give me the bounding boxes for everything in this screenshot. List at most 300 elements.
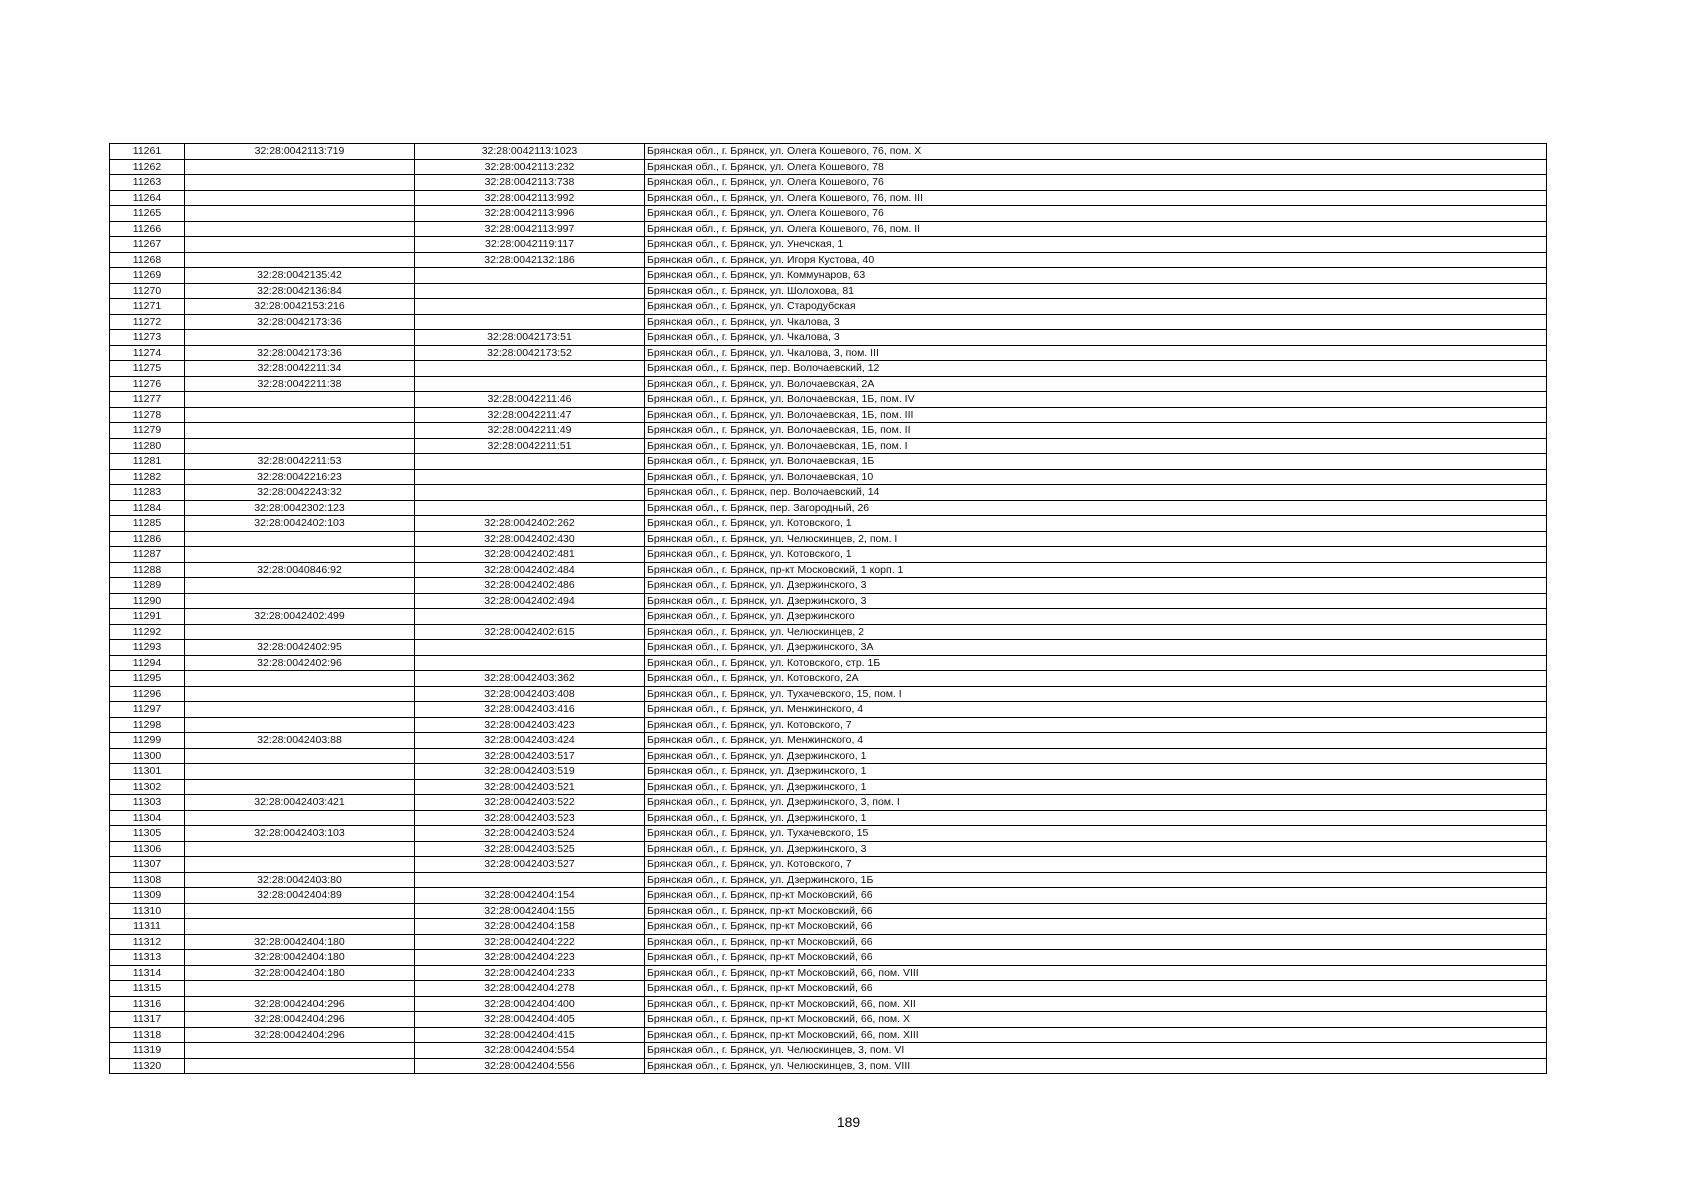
address-cell: Брянская обл., г. Брянск, ул. Котовского, 1: [645, 516, 1547, 532]
address-cell: Брянская обл., г. Брянск, пр-кт Московский, 66, пом. XIII: [645, 1027, 1547, 1043]
row-number-cell: 11285: [110, 516, 185, 532]
table-row: [110, 779, 1547, 795]
row-number-cell: 11295: [110, 671, 185, 687]
address-cell: Брянская обл., г. Брянск, ул. Дзержинского, 3: [645, 593, 1547, 609]
row-number-cell: 11276: [110, 376, 185, 392]
cadastral-number-cell: 32:28:0042404:296: [185, 1027, 415, 1043]
row-number-cell: 11266: [110, 221, 185, 237]
premises-cadastral-number-cell: 32:28:0042113:992: [415, 190, 645, 206]
table-row: [110, 376, 1547, 392]
cadastral-number-cell: 32:28:0042403:421: [185, 795, 415, 811]
address-cell: Брянская обл., г. Брянск, пер. Волочаевский, 12: [645, 361, 1547, 377]
premises-cadastral-number-cell: 32:28:0042403:521: [415, 779, 645, 795]
address-cell: Брянская обл., г. Брянск, пр-кт Московский, 66: [645, 934, 1547, 950]
row-number-cell: 11314: [110, 965, 185, 981]
address-cell: Брянская обл., г. Брянск, пр-кт Московский, 66, пом. VIII: [645, 965, 1547, 981]
premises-cadastral-number-cell: 32:28:0042404:158: [415, 919, 645, 935]
premises-cadastral-number-cell: 32:28:0042402:262: [415, 516, 645, 532]
premises-cadastral-number-cell: 32:28:0042113:997: [415, 221, 645, 237]
premises-cadastral-number-cell: [415, 376, 645, 392]
premises-cadastral-number-cell: 32:28:0042113:1023: [415, 144, 645, 160]
cadastral-number-cell: [185, 407, 415, 423]
cadastral-number-cell: [185, 919, 415, 935]
premises-cadastral-number-cell: 32:28:0042404:155: [415, 903, 645, 919]
cadastral-number-cell: 32:28:0042211:53: [185, 454, 415, 470]
row-number-cell: 11309: [110, 888, 185, 904]
row-number-cell: 11278: [110, 407, 185, 423]
table-row: [110, 888, 1547, 904]
premises-cadastral-number-cell: 32:28:0042132:186: [415, 252, 645, 268]
premises-cadastral-number-cell: 32:28:0042403:416: [415, 702, 645, 718]
table-row: [110, 144, 1547, 160]
table-row: [110, 1043, 1547, 1059]
row-number-cell: 11311: [110, 919, 185, 935]
premises-cadastral-number-cell: [415, 469, 645, 485]
row-number-cell: 11279: [110, 423, 185, 439]
address-cell: Брянская обл., г. Брянск, ул. Дзержинского, 1: [645, 764, 1547, 780]
address-cell: Брянская обл., г. Брянск, ул. Котовского, 7: [645, 857, 1547, 873]
cadastral-number-cell: [185, 810, 415, 826]
row-number-cell: 11267: [110, 237, 185, 253]
row-number-cell: 11304: [110, 810, 185, 826]
row-number-cell: 11292: [110, 624, 185, 640]
table-row: [110, 826, 1547, 842]
address-cell: Брянская обл., г. Брянск, пр-кт Московский, 66: [645, 888, 1547, 904]
cadastral-number-cell: [185, 252, 415, 268]
cadastral-number-cell: 32:28:0042243:32: [185, 485, 415, 501]
table-row: [110, 748, 1547, 764]
premises-cadastral-number-cell: 32:28:0042402:430: [415, 531, 645, 547]
cadastral-number-cell: [185, 1043, 415, 1059]
table-row: [110, 795, 1547, 811]
table-row: [110, 190, 1547, 206]
address-cell: Брянская обл., г. Брянск, ул. Олега Кошевого, 76, пом. III: [645, 190, 1547, 206]
table-row: [110, 903, 1547, 919]
address-cell: Брянская обл., г. Брянск, ул. Котовского, 2А: [645, 671, 1547, 687]
premises-cadastral-number-cell: [415, 640, 645, 656]
premises-cadastral-number-cell: 32:28:0042403:517: [415, 748, 645, 764]
row-number-cell: 11274: [110, 345, 185, 361]
premises-cadastral-number-cell: 32:28:0042403:525: [415, 841, 645, 857]
address-cell: Брянская обл., г. Брянск, пр-кт Московский, 66: [645, 950, 1547, 966]
row-number-cell: 11281: [110, 454, 185, 470]
table-row: [110, 500, 1547, 516]
row-number-cell: 11317: [110, 1012, 185, 1028]
premises-cadastral-number-cell: [415, 655, 645, 671]
address-cell: Брянская обл., г. Брянск, ул. Челюскинцев, 2: [645, 624, 1547, 640]
cadastral-number-cell: 32:28:0042404:296: [185, 1012, 415, 1028]
premises-cadastral-number-cell: 32:28:0042403:408: [415, 686, 645, 702]
address-cell: Брянская обл., г. Брянск, ул. Олега Кошевого, 76, пом. X: [645, 144, 1547, 160]
table-row: [110, 717, 1547, 733]
cadastral-number-cell: 32:28:0042216:23: [185, 469, 415, 485]
premises-cadastral-number-cell: 32:28:0042404:415: [415, 1027, 645, 1043]
row-number-cell: 11272: [110, 314, 185, 330]
premises-cadastral-number-cell: [415, 299, 645, 315]
address-cell: Брянская обл., г. Брянск, ул. Челюскинцев, 3, пом. VIII: [645, 1058, 1547, 1074]
address-cell: Брянская обл., г. Брянск, ул. Дзержинского, 3А: [645, 640, 1547, 656]
premises-cadastral-number-cell: 32:28:0042402:486: [415, 578, 645, 594]
table-row: [110, 237, 1547, 253]
table-row: [110, 299, 1547, 315]
address-cell: Брянская обл., г. Брянск, ул. Дзержинского, 3: [645, 578, 1547, 594]
cadastral-number-cell: [185, 159, 415, 175]
row-number-cell: 11290: [110, 593, 185, 609]
cadastral-number-cell: [185, 547, 415, 563]
table-row: [110, 810, 1547, 826]
table-row: [110, 671, 1547, 687]
cadastral-number-cell: 32:28:0042403:80: [185, 872, 415, 888]
table-row: [110, 965, 1547, 981]
address-cell: Брянская обл., г. Брянск, ул. Дзержинского, 3: [645, 841, 1547, 857]
address-cell: Брянская обл., г. Брянск, ул. Челюскинцев, 2, пом. I: [645, 531, 1547, 547]
premises-cadastral-number-cell: 32:28:0042403:524: [415, 826, 645, 842]
cadastral-number-cell: 32:28:0042153:216: [185, 299, 415, 315]
row-number-cell: 11303: [110, 795, 185, 811]
cadastral-number-cell: 32:28:0042404:180: [185, 950, 415, 966]
row-number-cell: 11269: [110, 268, 185, 284]
premises-cadastral-number-cell: 32:28:0042403:362: [415, 671, 645, 687]
row-number-cell: 11271: [110, 299, 185, 315]
address-cell: Брянская обл., г. Брянск, пр-кт Московский, 66: [645, 919, 1547, 935]
address-cell: Брянская обл., г. Брянск, ул. Дзержинского, 1: [645, 748, 1547, 764]
table-row: [110, 919, 1547, 935]
table-row: [110, 345, 1547, 361]
address-cell: Брянская обл., г. Брянск, пр-кт Московский, 66: [645, 981, 1547, 997]
address-cell: Брянская обл., г. Брянск, пр-кт Московский, 1 корп. 1: [645, 562, 1547, 578]
table-row: [110, 996, 1547, 1012]
row-number-cell: 11284: [110, 500, 185, 516]
premises-cadastral-number-cell: 32:28:0042402:484: [415, 562, 645, 578]
premises-cadastral-number-cell: 32:28:0042403:527: [415, 857, 645, 873]
table-row: [110, 392, 1547, 408]
table-row: [110, 283, 1547, 299]
address-cell: Брянская обл., г. Брянск, ул. Волочаевская, 1Б, пом. II: [645, 423, 1547, 439]
cadastral-number-cell: [185, 392, 415, 408]
row-number-cell: 11289: [110, 578, 185, 594]
cadastral-number-cell: [185, 857, 415, 873]
address-cell: Брянская обл., г. Брянск, ул. Челюскинцев, 3, пом. VI: [645, 1043, 1547, 1059]
address-cell: Брянская обл., г. Брянск, ул. Дзержинского, 1: [645, 810, 1547, 826]
table-row: [110, 857, 1547, 873]
address-cell: Брянская обл., г. Брянск, ул. Игоря Кустова, 40: [645, 252, 1547, 268]
premises-cadastral-number-cell: 32:28:0042404:154: [415, 888, 645, 904]
table-row: [110, 547, 1547, 563]
cadastral-number-cell: [185, 981, 415, 997]
cadastral-number-cell: [185, 702, 415, 718]
address-cell: Брянская обл., г. Брянск, ул. Олега Кошевого, 76: [645, 175, 1547, 191]
table-row: [110, 221, 1547, 237]
table-row: [110, 609, 1547, 625]
row-number-cell: 11300: [110, 748, 185, 764]
address-cell: Брянская обл., г. Брянск, ул. Тухачевского, 15, пом. I: [645, 686, 1547, 702]
table-row: [110, 361, 1547, 377]
table-row: [110, 407, 1547, 423]
row-number-cell: 11262: [110, 159, 185, 175]
table-row: [110, 516, 1547, 532]
row-number-cell: 11265: [110, 206, 185, 222]
cadastral-number-cell: 32:28:0042211:38: [185, 376, 415, 392]
premises-cadastral-number-cell: 32:28:0042404:278: [415, 981, 645, 997]
cadastral-number-cell: [185, 237, 415, 253]
table-row: [110, 1058, 1547, 1074]
address-cell: Брянская обл., г. Брянск, пр-кт Московский, 66, пом. X: [645, 1012, 1547, 1028]
cadastral-number-cell: [185, 671, 415, 687]
row-number-cell: 11301: [110, 764, 185, 780]
address-cell: Брянская обл., г. Брянск, ул. Волочаевская, 1Б, пом. IV: [645, 392, 1547, 408]
cadastral-number-cell: 32:28:0042404:180: [185, 934, 415, 950]
cadastral-number-cell: 32:28:0042302:123: [185, 500, 415, 516]
address-cell: Брянская обл., г. Брянск, ул. Волочаевская, 1Б, пом. I: [645, 438, 1547, 454]
cadastral-number-cell: [185, 764, 415, 780]
address-cell: Брянская обл., г. Брянск, ул. Дзержинского, 3, пом. I: [645, 795, 1547, 811]
cadastral-number-cell: [185, 175, 415, 191]
address-cell: Брянская обл., г. Брянск, ул. Котовского, 1: [645, 547, 1547, 563]
address-cell: Брянская обл., г. Брянск, ул. Дзержинского, 1Б: [645, 872, 1547, 888]
row-number-cell: 11264: [110, 190, 185, 206]
table-row: [110, 206, 1547, 222]
table-row: [110, 469, 1547, 485]
address-cell: Брянская обл., г. Брянск, ул. Дзержинского, 1: [645, 779, 1547, 795]
cadastral-number-cell: [185, 686, 415, 702]
row-number-cell: 11283: [110, 485, 185, 501]
premises-cadastral-number-cell: [415, 485, 645, 501]
table-row: [110, 950, 1547, 966]
row-number-cell: 11261: [110, 144, 185, 160]
premises-cadastral-number-cell: 32:28:0042403:519: [415, 764, 645, 780]
premises-cadastral-number-cell: [415, 314, 645, 330]
address-cell: Брянская обл., г. Брянск, ул. Менжинского, 4: [645, 733, 1547, 749]
premises-cadastral-number-cell: 32:28:0042211:51: [415, 438, 645, 454]
cadastral-number-cell: 32:28:0042211:34: [185, 361, 415, 377]
table-row: [110, 841, 1547, 857]
address-cell: Брянская обл., г. Брянск, ул. Волочаевская, 1Б, пом. III: [645, 407, 1547, 423]
row-number-cell: 11299: [110, 733, 185, 749]
row-number-cell: 11310: [110, 903, 185, 919]
table-row: [110, 872, 1547, 888]
address-cell: Брянская обл., г. Брянск, ул. Чкалова, 3, пом. III: [645, 345, 1547, 361]
premises-cadastral-number-cell: [415, 361, 645, 377]
table-row: [110, 531, 1547, 547]
table-row: [110, 1012, 1547, 1028]
table-row: [110, 655, 1547, 671]
row-number-cell: 11291: [110, 609, 185, 625]
row-number-cell: 11275: [110, 361, 185, 377]
table-row: [110, 624, 1547, 640]
premises-cadastral-number-cell: 32:28:0042404:400: [415, 996, 645, 1012]
premises-cadastral-number-cell: 32:28:0042211:46: [415, 392, 645, 408]
cadastral-number-cell: [185, 903, 415, 919]
premises-cadastral-number-cell: 32:28:0042113:996: [415, 206, 645, 222]
table-row: [110, 485, 1547, 501]
table-row: [110, 268, 1547, 284]
address-cell: Брянская обл., г. Брянск, ул. Олега Кошевого, 78: [645, 159, 1547, 175]
cadastral-number-cell: [185, 221, 415, 237]
row-number-cell: 11308: [110, 872, 185, 888]
row-number-cell: 11302: [110, 779, 185, 795]
address-cell: Брянская обл., г. Брянск, ул. Унечская, 1: [645, 237, 1547, 253]
address-cell: Брянская обл., г. Брянск, ул. Менжинского, 4: [645, 702, 1547, 718]
premises-cadastral-number-cell: [415, 283, 645, 299]
premises-cadastral-number-cell: 32:28:0042403:423: [415, 717, 645, 733]
cadastral-number-cell: [185, 779, 415, 795]
row-number-cell: 11305: [110, 826, 185, 842]
premises-cadastral-number-cell: 32:28:0042404:405: [415, 1012, 645, 1028]
address-cell: Брянская обл., г. Брянск, ул. Дзержинского: [645, 609, 1547, 625]
premises-cadastral-number-cell: [415, 872, 645, 888]
cadastral-number-cell: 32:28:0042403:88: [185, 733, 415, 749]
cadastral-number-cell: [185, 531, 415, 547]
premises-cadastral-number-cell: 32:28:0042404:233: [415, 965, 645, 981]
premises-cadastral-number-cell: 32:28:0042404:223: [415, 950, 645, 966]
cadastral-number-cell: 32:28:0042404:296: [185, 996, 415, 1012]
cadastral-number-cell: 32:28:0042403:103: [185, 826, 415, 842]
premises-cadastral-number-cell: [415, 454, 645, 470]
cadastral-number-cell: 32:28:0042135:42: [185, 268, 415, 284]
table-row: [110, 252, 1547, 268]
address-cell: Брянская обл., г. Брянск, ул. Тухачевского, 15: [645, 826, 1547, 842]
row-number-cell: 11270: [110, 283, 185, 299]
row-number-cell: 11294: [110, 655, 185, 671]
premises-cadastral-number-cell: 32:28:0042403:522: [415, 795, 645, 811]
premises-cadastral-number-cell: 32:28:0042173:52: [415, 345, 645, 361]
cadastral-number-cell: [185, 593, 415, 609]
table-row: [110, 593, 1547, 609]
row-number-cell: 11319: [110, 1043, 185, 1059]
address-cell: Брянская обл., г. Брянск, пер. Волочаевский, 14: [645, 485, 1547, 501]
row-number-cell: 11288: [110, 562, 185, 578]
premises-cadastral-number-cell: 32:28:0042403:424: [415, 733, 645, 749]
premises-cadastral-number-cell: 32:28:0042113:232: [415, 159, 645, 175]
table-row: [110, 159, 1547, 175]
table-row: [110, 686, 1547, 702]
row-number-cell: 11296: [110, 686, 185, 702]
premises-cadastral-number-cell: 32:28:0042119:117: [415, 237, 645, 253]
table-row: [110, 562, 1547, 578]
table-row: [110, 702, 1547, 718]
page-number: 189: [836, 1114, 861, 1130]
premises-cadastral-number-cell: 32:28:0042211:47: [415, 407, 645, 423]
cadastral-number-cell: [185, 423, 415, 439]
premises-cadastral-number-cell: [415, 268, 645, 284]
address-cell: Брянская обл., г. Брянск, ул. Волочаевская, 1Б: [645, 454, 1547, 470]
address-cell: Брянская обл., г. Брянск, ул. Олега Кошевого, 76, пом. II: [645, 221, 1547, 237]
row-number-cell: 11313: [110, 950, 185, 966]
address-cell: Брянская обл., г. Брянск, ул. Стародубская: [645, 299, 1547, 315]
premises-cadastral-number-cell: 32:28:0042404:222: [415, 934, 645, 950]
row-number-cell: 11280: [110, 438, 185, 454]
premises-cadastral-number-cell: 32:28:0042402:615: [415, 624, 645, 640]
table-row: [110, 934, 1547, 950]
cadastral-number-cell: [185, 578, 415, 594]
row-number-cell: 11307: [110, 857, 185, 873]
cadastral-number-cell: [185, 206, 415, 222]
address-cell: Брянская обл., г. Брянск, ул. Коммунаров, 63: [645, 268, 1547, 284]
address-cell: Брянская обл., г. Брянск, пр-кт Московский, 66, пом. XII: [645, 996, 1547, 1012]
premises-cadastral-number-cell: 32:28:0042173:51: [415, 330, 645, 346]
premises-cadastral-number-cell: 32:28:0042113:738: [415, 175, 645, 191]
cadastral-number-cell: 32:28:0042404:180: [185, 965, 415, 981]
table-row: [110, 314, 1547, 330]
address-cell: Брянская обл., г. Брянск, ул. Олега Кошевого, 76: [645, 206, 1547, 222]
address-cell: Брянская обл., г. Брянск, ул. Котовского, 7: [645, 717, 1547, 733]
row-number-cell: 11282: [110, 469, 185, 485]
premises-cadastral-number-cell: 32:28:0042402:494: [415, 593, 645, 609]
row-number-cell: 11306: [110, 841, 185, 857]
cadastral-number-cell: [185, 438, 415, 454]
cadastral-number-cell: 32:28:0042402:103: [185, 516, 415, 532]
cadastral-number-cell: 32:28:0042402:95: [185, 640, 415, 656]
row-number-cell: 11316: [110, 996, 185, 1012]
row-number-cell: 11293: [110, 640, 185, 656]
row-number-cell: 11277: [110, 392, 185, 408]
cadastral-number-cell: [185, 330, 415, 346]
address-cell: Брянская обл., г. Брянск, пер. Загородный, 26: [645, 500, 1547, 516]
row-number-cell: 11297: [110, 702, 185, 718]
address-cell: Брянская обл., г. Брянск, ул. Чкалова, 3: [645, 314, 1547, 330]
table-row: [110, 438, 1547, 454]
premises-cadastral-number-cell: 32:28:0042403:523: [415, 810, 645, 826]
cadastral-number-cell: [185, 1058, 415, 1074]
cadastral-number-cell: 32:28:0040846:92: [185, 562, 415, 578]
row-number-cell: 11273: [110, 330, 185, 346]
row-number-cell: 11287: [110, 547, 185, 563]
cadastral-number-cell: [185, 748, 415, 764]
premises-cadastral-number-cell: [415, 609, 645, 625]
cadastral-number-cell: 32:28:0042402:499: [185, 609, 415, 625]
table-row: [110, 1027, 1547, 1043]
premises-cadastral-number-cell: 32:28:0042211:49: [415, 423, 645, 439]
cadastral-number-cell: 32:28:0042173:36: [185, 345, 415, 361]
registry-table-body: [110, 144, 1547, 1074]
table-row: [110, 733, 1547, 749]
row-number-cell: 11286: [110, 531, 185, 547]
registry-table: [109, 143, 1547, 1074]
premises-cadastral-number-cell: 32:28:0042404:556: [415, 1058, 645, 1074]
premises-cadastral-number-cell: [415, 500, 645, 516]
cadastral-number-cell: 32:28:0042402:96: [185, 655, 415, 671]
cadastral-number-cell: [185, 624, 415, 640]
row-number-cell: 11268: [110, 252, 185, 268]
cadastral-number-cell: [185, 190, 415, 206]
table-row: [110, 764, 1547, 780]
cadastral-number-cell: 32:28:0042113:719: [185, 144, 415, 160]
premises-cadastral-number-cell: 32:28:0042404:554: [415, 1043, 645, 1059]
row-number-cell: 11263: [110, 175, 185, 191]
row-number-cell: 11315: [110, 981, 185, 997]
table-row: [110, 640, 1547, 656]
address-cell: Брянская обл., г. Брянск, ул. Волочаевская, 2А: [645, 376, 1547, 392]
address-cell: Брянская обл., г. Брянск, ул. Волочаевская, 10: [645, 469, 1547, 485]
cadastral-number-cell: 32:28:0042404:89: [185, 888, 415, 904]
premises-cadastral-number-cell: 32:28:0042402:481: [415, 547, 645, 563]
table-row: [110, 981, 1547, 997]
cadastral-number-cell: [185, 841, 415, 857]
address-cell: Брянская обл., г. Брянск, ул. Шолохова, 81: [645, 283, 1547, 299]
cadastral-number-cell: 32:28:0042173:36: [185, 314, 415, 330]
row-number-cell: 11298: [110, 717, 185, 733]
table-row: [110, 454, 1547, 470]
table-row: [110, 330, 1547, 346]
cadastral-number-cell: 32:28:0042136:84: [185, 283, 415, 299]
row-number-cell: 11312: [110, 934, 185, 950]
table-row: [110, 578, 1547, 594]
table-row: [110, 423, 1547, 439]
address-cell: Брянская обл., г. Брянск, пр-кт Московский, 66: [645, 903, 1547, 919]
table-row: [110, 175, 1547, 191]
row-number-cell: 11320: [110, 1058, 185, 1074]
address-cell: Брянская обл., г. Брянск, ул. Котовского, стр. 1Б: [645, 655, 1547, 671]
